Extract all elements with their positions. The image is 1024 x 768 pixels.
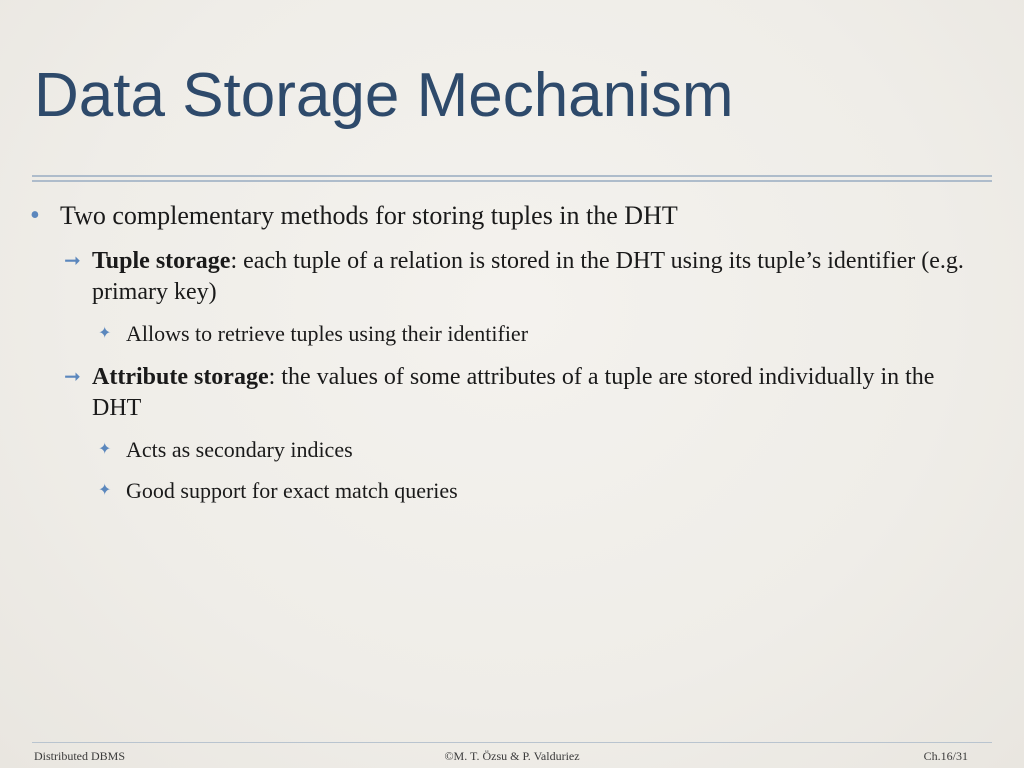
bullet-main-text: Two complementary methods for storing tuples in the DHT bbox=[60, 201, 678, 230]
sub-bullet-allows bbox=[98, 319, 958, 349]
footer-course: Distributed DBMS bbox=[34, 749, 126, 763]
bullet-tuple-storage-text bbox=[92, 246, 974, 308]
title-divider-bottom bbox=[32, 180, 992, 182]
sub-bullet-acts-text: Acts as secondary indices bbox=[126, 437, 353, 462]
sub-bullet-good-text: Good support for exact match queries bbox=[126, 478, 458, 503]
footer-copyright: ©M. T. Özsu & P. Valduriez bbox=[444, 749, 580, 763]
tuple-storage-description: : each tuple of a relation is stored in the DHT using its tuple’s identifier (e.g. primary key) bbox=[92, 248, 964, 305]
sub-bullet-acts bbox=[98, 435, 958, 465]
attribute-storage-term: Attribute storage bbox=[92, 364, 269, 390]
title-divider-top bbox=[32, 175, 992, 177]
star-icon: ✦ bbox=[98, 325, 112, 342]
bullet-dot-icon: • bbox=[30, 200, 40, 231]
bullet-main bbox=[30, 200, 980, 232]
bullet-attribute-storage bbox=[64, 362, 974, 424]
sub-bullet-allows-text: Allows to retrieve tuples using their identifier bbox=[126, 321, 529, 346]
arrow-icon: ➞ bbox=[64, 250, 81, 272]
slide-title: Data Storage Mechanism bbox=[34, 61, 734, 130]
star-icon: ✦ bbox=[98, 441, 112, 458]
star-icon: ✦ bbox=[98, 482, 112, 499]
footer-divider bbox=[32, 742, 992, 743]
attribute-storage-description: : the values of some attributes of a tuple are stored individually in the DHT bbox=[92, 364, 935, 421]
bullet-attribute-storage-text bbox=[92, 362, 974, 424]
footer-page-number: Ch.16/31 bbox=[923, 749, 968, 763]
arrow-icon: ➞ bbox=[64, 366, 81, 388]
tuple-storage-term: Tuple storage bbox=[92, 248, 231, 274]
bullet-tuple-storage bbox=[64, 246, 974, 308]
sub-bullet-good bbox=[98, 476, 958, 506]
